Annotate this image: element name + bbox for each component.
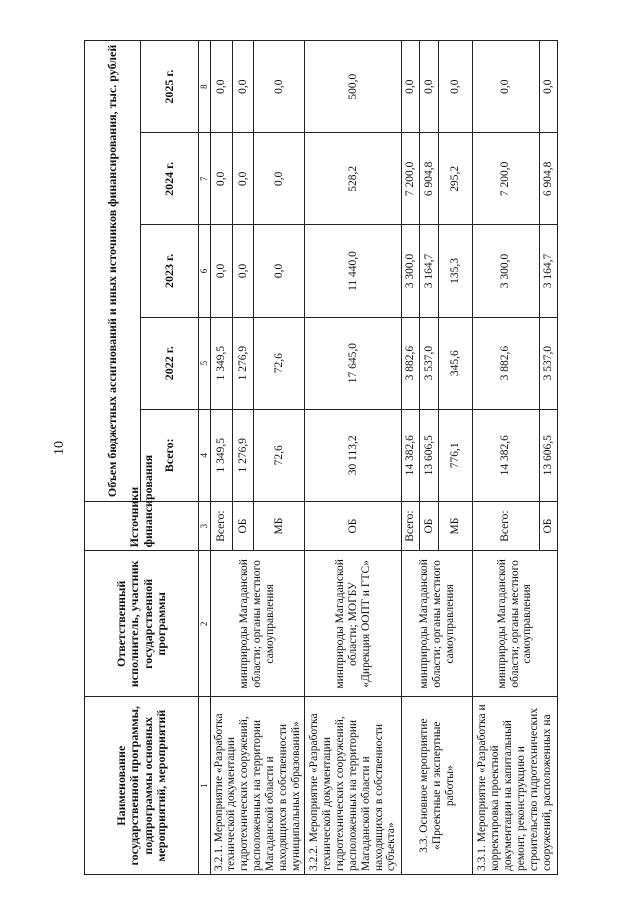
total-cell: 1 276,9: [232, 409, 254, 501]
year-2023-cell: 3 300,0: [473, 225, 540, 317]
year-2023-cell: 3 300,0: [402, 225, 420, 317]
year-2025-cell: 0,0: [232, 41, 254, 133]
year-2022-cell: 1 276,9: [232, 317, 254, 409]
year-2022-cell: 3 882,6: [402, 317, 420, 409]
table-row: [402, 41, 420, 875]
header-responsible: Ответственный исполнитель, участник государственной программы: [85, 551, 199, 697]
year-2025-cell: 0,0: [402, 41, 420, 133]
year-2025-cell: 0,0: [254, 41, 305, 133]
year-2025-cell: 0,0: [539, 41, 557, 133]
year-2023-cell: 3 164,7: [420, 225, 438, 317]
year-2025-cell: 0,0: [211, 41, 233, 133]
year-2025-cell: 500,0: [305, 41, 402, 133]
year-2023-cell: 0,0: [254, 225, 305, 317]
budget-table: [84, 40, 558, 875]
table-row: [211, 41, 233, 875]
source-cell: Всего:: [402, 501, 420, 550]
activity-name: 3.3. Основное мероприятие «Проектные и экспертные работы»: [402, 697, 473, 875]
responsible-cell: минприроды Магаданской области; МОГБУ «Дирекция ООПТ и ГТС»: [305, 551, 402, 697]
header-2023: 2023 г.: [141, 225, 199, 317]
year-2024-cell: 0,0: [232, 133, 254, 225]
index-cell: 2: [199, 551, 211, 697]
page-number: 10: [52, 441, 67, 455]
source-cell: ОБ: [232, 501, 254, 550]
table-row: [305, 41, 402, 875]
year-2022-cell: 345,6: [438, 317, 472, 409]
year-2023-cell: 11 440,0: [305, 225, 402, 317]
activity-name: 3.3.1. Мероприятие «Разработка и корректировка проектной документации на капитальный ремонт, реконструкцию и строительство гидротехнических сооружений, расположенных на: [473, 697, 558, 875]
year-2025-cell: 0,0: [473, 41, 540, 133]
total-cell: 776,1: [438, 409, 472, 501]
header-2022: 2022 г.: [141, 317, 199, 409]
source-cell: МБ: [438, 501, 472, 550]
index-cell: 7: [199, 133, 211, 225]
responsible-cell: минприроды Магаданской области; органы местного самоуправления: [402, 551, 473, 697]
year-2023-cell: 135,3: [438, 225, 472, 317]
year-2023-cell: 0,0: [232, 225, 254, 317]
year-2022-cell: 3 537,0: [420, 317, 438, 409]
header-volume: Объем бюджетных ассигнований и иных источников финансирования, тыс. рублей: [85, 41, 141, 502]
index-cell: 1: [199, 697, 211, 875]
year-2022-cell: 72,6: [254, 317, 305, 409]
index-cell: 3: [199, 501, 211, 550]
responsible-cell: минприроды Магаданской области; органы местного самоуправления: [211, 551, 305, 697]
source-cell: ОБ: [420, 501, 438, 550]
year-2024-cell: 0,0: [211, 133, 233, 225]
total-cell: 30 113,2: [305, 409, 402, 501]
source-cell: ОБ: [305, 501, 402, 550]
header-2024: 2024 г.: [141, 133, 199, 225]
year-2024-cell: 7 200,0: [402, 133, 420, 225]
index-cell: 4: [199, 409, 211, 501]
total-cell: 13 606,5: [539, 409, 557, 501]
index-cell: 5: [199, 317, 211, 409]
activity-name: 3.2.2. Мероприятие «Разработка технической документации гидротехнических сооружений, расположенных на территории Магаданской области и находящихся в собственности субъекта»: [305, 697, 402, 875]
year-2023-cell: 3 164,7: [539, 225, 557, 317]
index-row: [199, 41, 211, 875]
source-cell: ОБ: [539, 501, 557, 550]
total-cell: 13 606,5: [420, 409, 438, 501]
year-2022-cell: 17 645,0: [305, 317, 402, 409]
rotated-table-wrapper: [84, 40, 558, 875]
total-cell: 14 382,6: [402, 409, 420, 501]
source-cell: Всего:: [473, 501, 540, 550]
source-cell: Всего:: [211, 501, 233, 550]
year-2024-cell: 6 904,8: [420, 133, 438, 225]
year-2024-cell: 0,0: [254, 133, 305, 225]
total-cell: 14 382,6: [473, 409, 540, 501]
header-sources: Источники финансирования: [85, 501, 199, 550]
header-total: Всего:: [141, 409, 199, 501]
header-2025: 2025 г.: [141, 41, 199, 133]
year-2025-cell: 0,0: [438, 41, 472, 133]
activity-name: 3.2.1. Мероприятие «Разработка технической документации гидротехнических сооружений, расположенных на территории Магаданской области и находящихся в собственности муниципальных образований»: [211, 697, 305, 875]
header-name: Наименование государственной программы, подпрограммы основных мероприятий, мероприятий: [85, 697, 199, 875]
year-2024-cell: 7 200,0: [473, 133, 540, 225]
responsible-cell: минприроды Магаданской области; органы местного самоуправления: [473, 551, 558, 697]
source-cell: МБ: [254, 501, 305, 550]
total-cell: 72,6: [254, 409, 305, 501]
year-2024-cell: 528,2: [305, 133, 402, 225]
year-2024-cell: 6 904,8: [539, 133, 557, 225]
table-row: [473, 41, 540, 875]
year-2025-cell: 0,0: [420, 41, 438, 133]
year-2022-cell: 3 537,0: [539, 317, 557, 409]
year-2022-cell: 3 882,6: [473, 317, 540, 409]
year-2023-cell: 0,0: [211, 225, 233, 317]
year-2022-cell: 1 349,5: [211, 317, 233, 409]
total-cell: 1 349,5: [211, 409, 233, 501]
year-2024-cell: 295,2: [438, 133, 472, 225]
index-cell: 6: [199, 225, 211, 317]
index-cell: 8: [199, 41, 211, 133]
